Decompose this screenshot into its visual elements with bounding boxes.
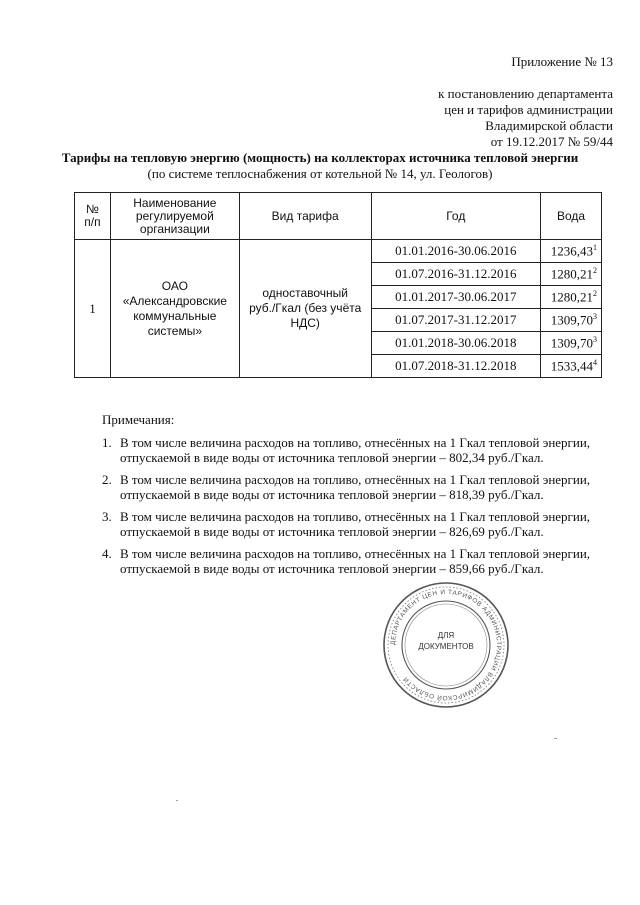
- header-organization: [110, 193, 239, 240]
- water-value: 1280,21: [550, 289, 593, 305]
- title-sub: (по системе теплоснабжения от котельной № 14, ул. Геологов): [147, 166, 493, 181]
- note-number: 2.: [102, 472, 112, 487]
- tariff-kind-line: одноставочный: [262, 286, 348, 300]
- appendix-line: цен и тарифов администрации: [444, 102, 613, 117]
- note-item: [102, 509, 602, 539]
- water-value: 1533,44: [550, 358, 593, 374]
- note-item: [102, 472, 602, 502]
- water-value: 1236,43: [550, 243, 593, 259]
- water-value-cell: [541, 263, 602, 286]
- water-value-cell: [541, 286, 602, 309]
- notes-list: [102, 435, 602, 576]
- note-number: 1.: [102, 435, 112, 450]
- org-line: ОАО: [161, 278, 188, 293]
- water-value: 1309,70: [550, 335, 593, 351]
- stamp-ring-text: ДЕПАРТАМЕНТ ЦЕН И ТАРИФОВ АДМИНИСТРАЦИИ ВЛАДИМИРСКОЙ ОБЛАСТИ: [389, 588, 503, 702]
- appendix-block: [353, 54, 613, 150]
- document-title: [0, 150, 640, 182]
- note-number: 3.: [102, 509, 112, 524]
- footnote-ref: 1: [593, 242, 597, 252]
- header-number-line: №: [86, 202, 99, 216]
- title-main: Тарифы на тепловую энергию (мощность) на коллекторах источника тепловой энергии: [61, 150, 579, 165]
- period-cell: 01.07.2017-31.12.2017: [371, 309, 540, 332]
- appendix-line: от 19.12.2017 № 59/44: [490, 134, 613, 149]
- note-text: В том числе величина расходов на топливо, отнесённых на 1 Гкал тепловой энергии, отпускаемой в виде воды от источника тепловой энергии – 826,69 руб./Гкал.: [120, 509, 591, 539]
- tariff-kind-line: руб./Гкал (без учёта: [249, 301, 362, 315]
- footnote-ref: 3: [593, 334, 597, 344]
- tariff-table: [74, 192, 602, 378]
- header-org-line: регулируемой: [135, 208, 214, 223]
- header-water: Вода: [541, 193, 602, 240]
- org-line: «Александровские: [122, 293, 227, 308]
- header-number-line: п/п: [84, 215, 101, 229]
- org-line: коммунальные: [133, 308, 217, 323]
- tariff-kind: [239, 240, 371, 378]
- appendix-number: Приложение № 13: [511, 54, 613, 69]
- notes-section: [102, 412, 602, 583]
- period-cell: 01.01.2018-30.06.2018: [371, 332, 540, 355]
- note-item: [102, 546, 602, 576]
- header-org-line: организации: [139, 221, 210, 236]
- org-line: системы»: [147, 323, 202, 338]
- footnote-ref: 2: [593, 288, 597, 298]
- note-item: [102, 435, 602, 465]
- note-text: В том числе величина расходов на топливо, отнесённых на 1 Гкал тепловой энергии, отпускаемой в виде воды от источника тепловой энергии – 802,34 руб./Гкал.: [120, 435, 591, 465]
- appendix-line: Владимирской области: [485, 118, 613, 133]
- tariff-kind-line: НДС): [290, 316, 320, 330]
- stamp-text-line: ДЛЯ: [437, 631, 455, 640]
- stamp-center-text: [399, 630, 493, 652]
- footnote-ref: 2: [593, 265, 597, 275]
- header-tariff-kind: Вид тарифа: [239, 193, 371, 240]
- round-stamp: [381, 580, 511, 710]
- footnote-ref: 4: [593, 357, 597, 367]
- note-text: В том числе величина расходов на топливо, отнесённых на 1 Гкал тепловой энергии, отпускаемой в виде воды от источника тепловой энергии – 818,39 руб./Гкал.: [120, 472, 591, 502]
- table-row: [75, 240, 602, 263]
- water-value-cell: [541, 309, 602, 332]
- row-number: 1: [75, 240, 111, 378]
- appendix-line: к постановлению департамента: [438, 86, 613, 101]
- notes-header: Примечания:: [102, 412, 175, 427]
- water-value: 1309,70: [550, 312, 593, 328]
- water-value-cell: [541, 240, 602, 263]
- period-cell: 01.01.2016-30.06.2016: [371, 240, 540, 263]
- scan-speck: [176, 800, 178, 801]
- footnote-ref: 3: [593, 311, 597, 321]
- water-value-cell: [541, 332, 602, 355]
- header-number: [75, 193, 111, 240]
- header-org-line: Наименование: [133, 195, 217, 210]
- stamp-text-line: ДОКУМЕНТОВ: [418, 642, 474, 651]
- note-number: 4.: [102, 546, 112, 561]
- header-year: Год: [371, 193, 540, 240]
- period-cell: 01.01.2017-30.06.2017: [371, 286, 540, 309]
- table-header-row: [75, 193, 602, 240]
- organization-name: [110, 240, 239, 378]
- water-value-cell: [541, 355, 602, 378]
- scan-speck: [554, 738, 557, 739]
- period-cell: 01.07.2018-31.12.2018: [371, 355, 540, 378]
- note-text: В том числе величина расходов на топливо, отнесённых на 1 Гкал тепловой энергии, отпускаемой в виде воды от источника тепловой энергии – 859,66 руб./Гкал.: [120, 546, 591, 576]
- period-cell: 01.07.2016-31.12.2016: [371, 263, 540, 286]
- water-value: 1280,21: [550, 266, 593, 282]
